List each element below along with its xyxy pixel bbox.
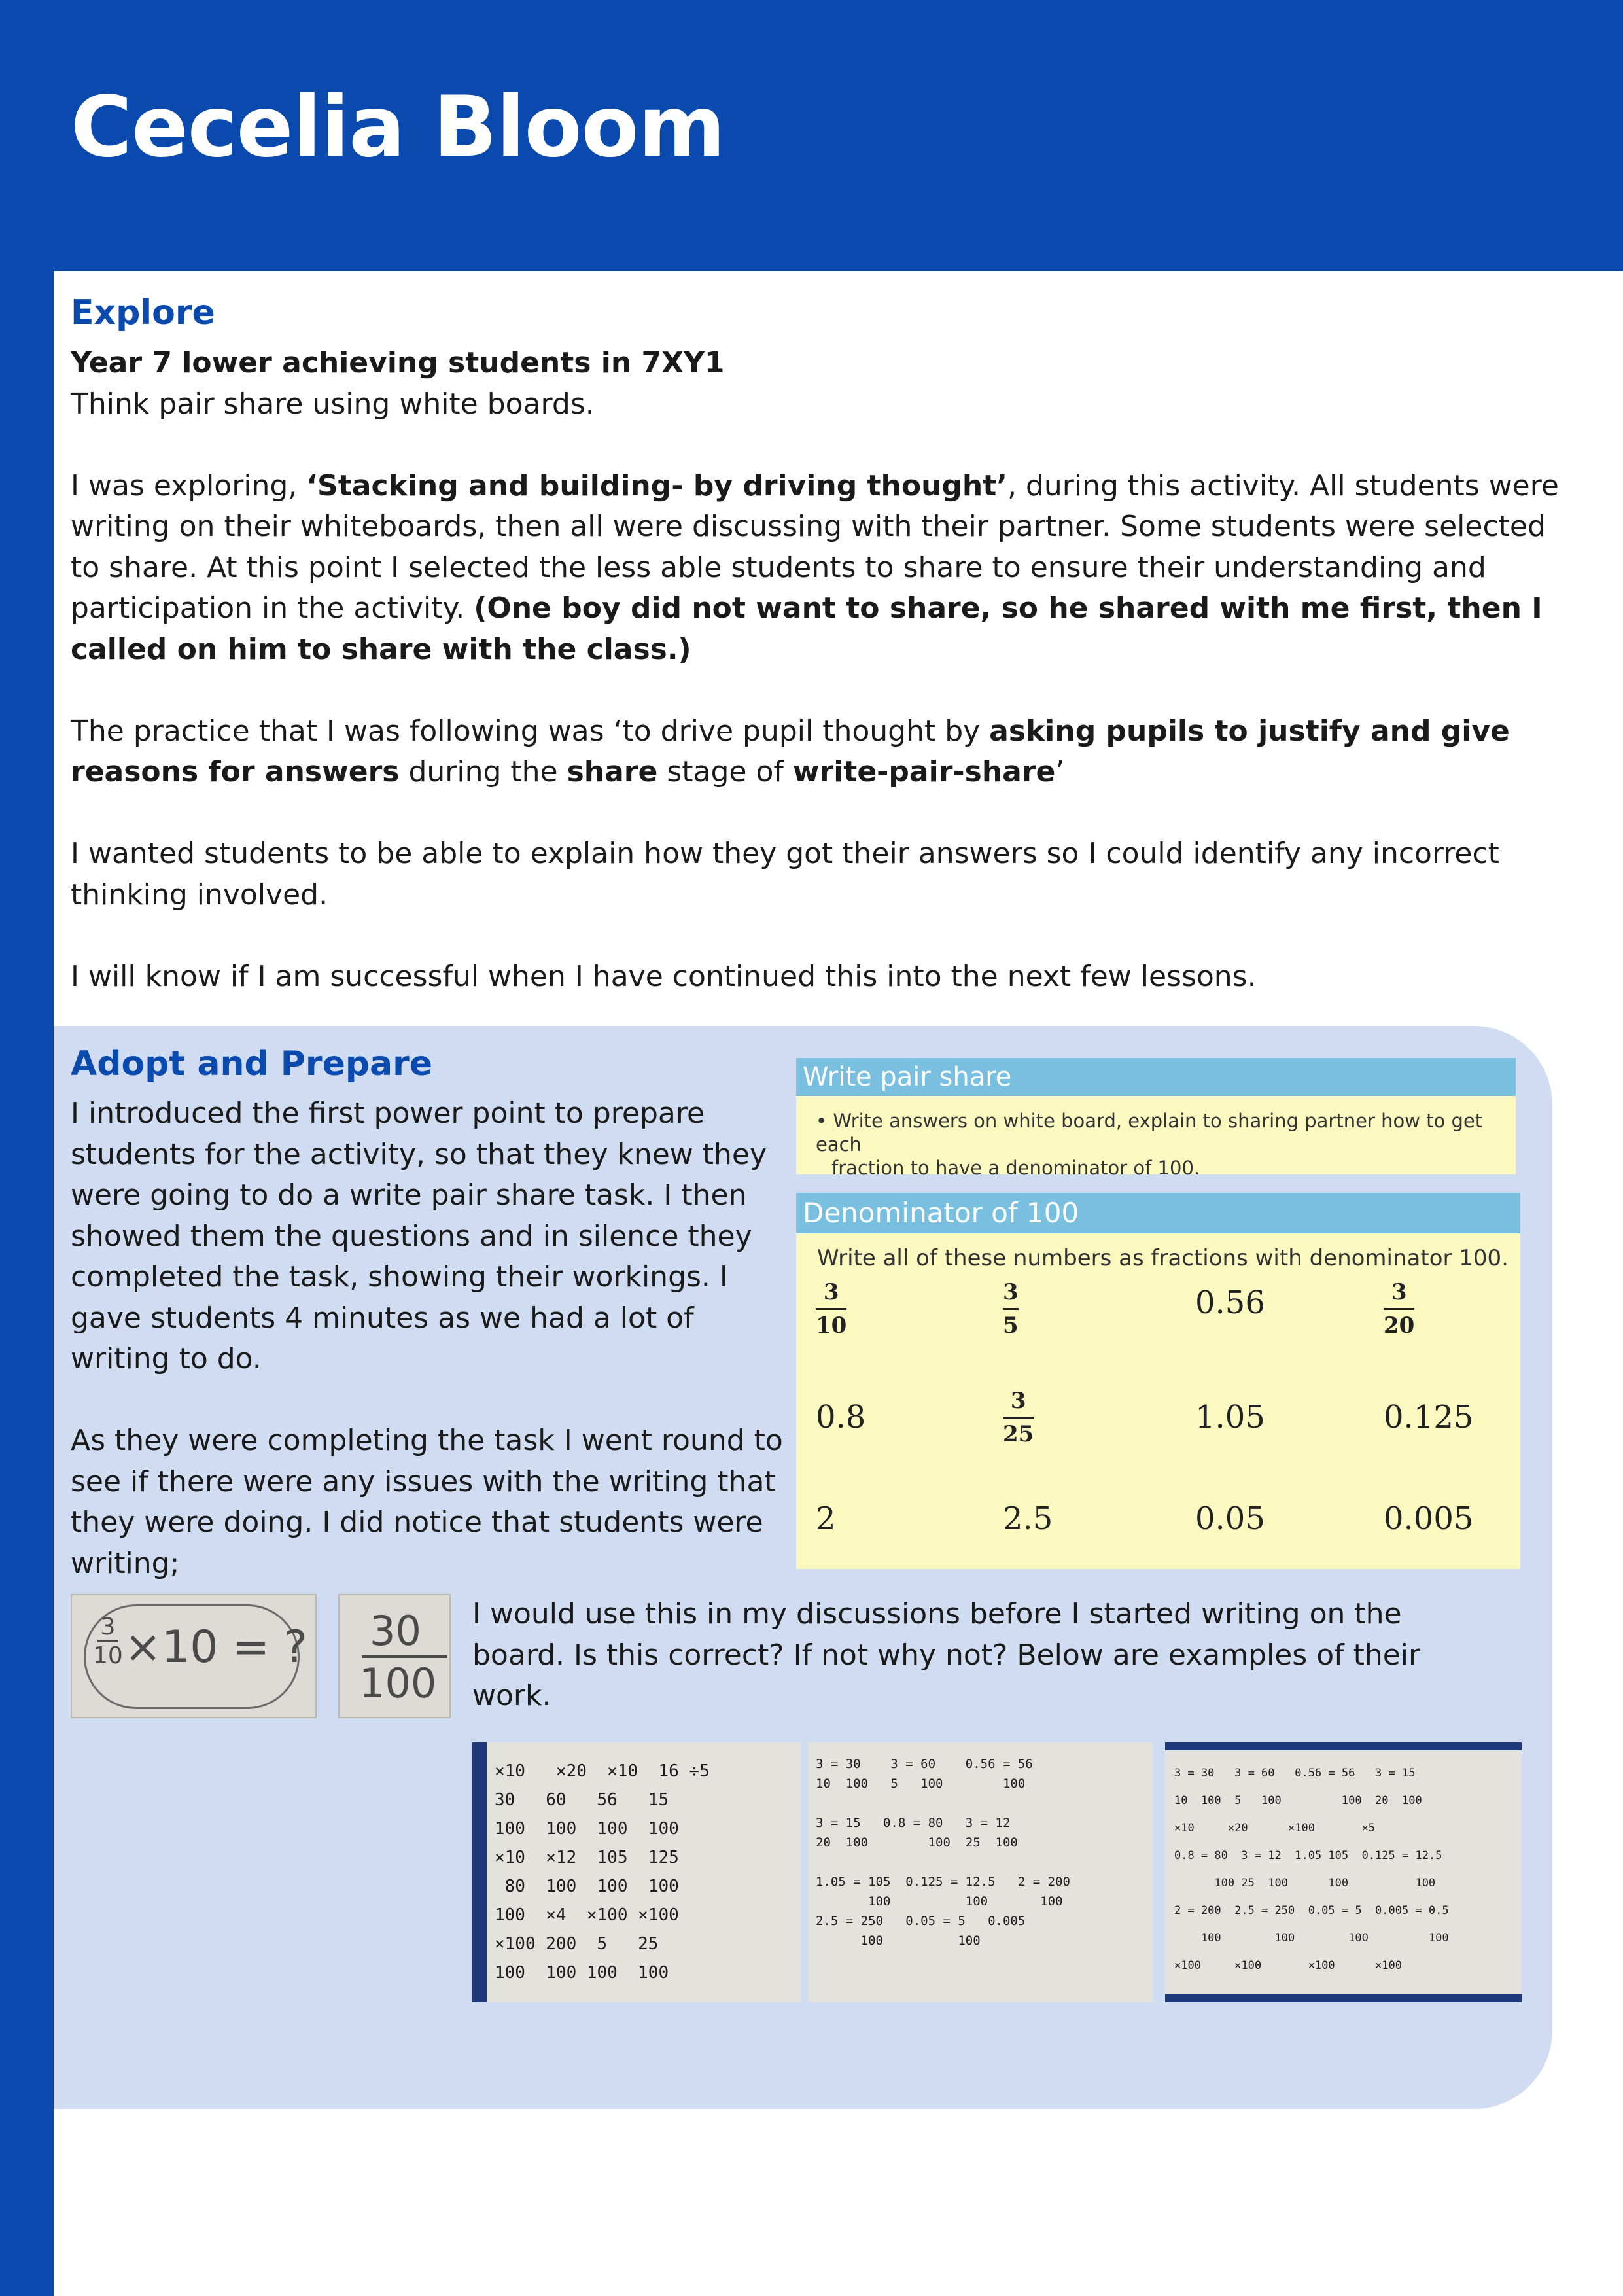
slide-1-title: Write pair share <box>796 1058 1516 1096</box>
student-work-photo-3 <box>1165 1742 1522 2002</box>
whiteboard-thumbnail-2 <box>338 1594 451 1718</box>
adopt-paragraph-1: I introduced the first power point to prepare students for the activity, so that they knew they were going to do a write pair share task. I then showed them the questions and in silence they completed the task, showing their workings. I gave students 4 minutes as we had a lot of writing to do. <box>71 1097 767 1375</box>
number-0-05: 0.05 <box>1195 1500 1265 1537</box>
slide-1-bullet: • Write answers on white board, explain to sharing partner how to get each fraction to have a denominator of 100. <box>816 1110 1483 1179</box>
thumb-1-working: ×10 = ? <box>124 1621 307 1673</box>
explore-subtitle: Year 7 lower achieving students in 7XY1 <box>71 346 725 380</box>
number-0-005: 0.005 <box>1384 1500 1474 1537</box>
slide-denominator-100 <box>796 1193 1520 1569</box>
explore-paragraph-2: The practice that I was following was ‘to drive pupil thought by asking pupils to justify and give reasons for answers during the share stage of write-pair-share’ <box>71 714 1510 788</box>
fraction-3-5: $\frac{3}{5}$ <box>1003 1279 1019 1339</box>
slide-write-pair-share <box>796 1058 1516 1179</box>
fraction-3-20: $\frac{3}{20}$ <box>1384 1279 1415 1339</box>
number-0-125: 0.125 <box>1384 1399 1474 1436</box>
fraction-3-10: $\frac{3}{10}$ <box>816 1279 847 1339</box>
explore-paragraph-3: I wanted students to be able to explain how they got their answers so I could identify any incorrect thinking involved. <box>71 837 1499 911</box>
explore-paragraph-1: I was exploring, ‘Stacking and building- by driving thought’, during this activity. All students were writing on their whiteboards, then all were discussing with their partner. Some students were selected to share. At this point I selected the less able students to share to ensure their understanding and participation in the activity. (One boy did not want to share, so he shared with me first, then I called on him to share with the class.) <box>71 468 1559 666</box>
explore-body <box>71 343 1575 997</box>
thumb-2-bar <box>362 1655 447 1658</box>
header-banner <box>0 0 1623 271</box>
adopt-body <box>71 1093 790 1584</box>
student-work-photo-1 <box>472 1742 801 2002</box>
adopt-paragraph-2: As they were completing the task I went round to see if there were any issues with the writing that they were doing. I did notice that students were writing; <box>71 1424 783 1580</box>
explore-paragraph-4: I will know if I am successful when I have continued this into the next few lessons. <box>71 959 1257 993</box>
page-title: Cecelia Bloom <box>71 79 725 176</box>
explore-heading: Explore <box>71 293 215 332</box>
whiteboard-thumbnail-1 <box>71 1594 317 1718</box>
thumb-1-fraction: 3 10 <box>93 1614 123 1669</box>
number-2-5: 2.5 <box>1003 1500 1053 1537</box>
adopt-paragraph-3: I would use this in my discussions before I started writing on the board. Is this correct? If not why not? Below are examples of their work. <box>472 1597 1421 1712</box>
explore-intro: Think pair share using white boards. <box>71 387 595 421</box>
photo-2-working: 3 = 30 3 = 60 0.56 = 56 10 100 5 100 100 3 = 15 0.8 = 80 3 = 12 20 100 100 25 100 1.05 = 105 0.125 = 12.5 2 = 200 100 100 100 2.5 = 250 0.05 = 5 0.005 100 100 <box>816 1757 1070 1948</box>
number-1-05: 1.05 <box>1195 1399 1265 1436</box>
number-0-56: 0.56 <box>1195 1284 1265 1321</box>
left-accent-bar <box>0 271 54 2296</box>
adopt-heading: Adopt and Prepare <box>71 1044 433 1084</box>
fraction-3-25: $\frac{3}{25}$ <box>1003 1388 1034 1447</box>
slide-2-instruction: Write all of these numbers as fractions with denominator 100. <box>817 1245 1509 1271</box>
number-2: 2 <box>816 1500 836 1537</box>
photo-1-working: ×10 ×20 ×10 16 ÷5 30 60 56 15 100 100 100 100 ×10 ×12 105 125 80 100 100 100 100 ×4 ×100 ×100 ×100 200 5 25 100 100 100 100 <box>495 1761 710 1983</box>
thumb-2-denominator: 100 <box>359 1659 437 1707</box>
student-work-photo-2 <box>808 1742 1153 2002</box>
thumb-2-numerator: 30 <box>370 1607 421 1655</box>
slide-2-title: Denominator of 100 <box>796 1193 1520 1233</box>
number-0-8: 0.8 <box>816 1399 866 1436</box>
photo-3-working: 3 = 30 3 = 60 0.56 = 56 3 = 15 10 100 5 100 100 20 100 ×10 ×20 ×100 ×5 0.8 = 80 3 = 12 1.05 105 0.125 = 12.5 100 25 100 100 100 2 = 200 2.5 = 250 0.05 = 5 0.005 = 0.5 100 100 100 100 ×100 ×100 ×100 ×100 <box>1174 1767 1449 1972</box>
